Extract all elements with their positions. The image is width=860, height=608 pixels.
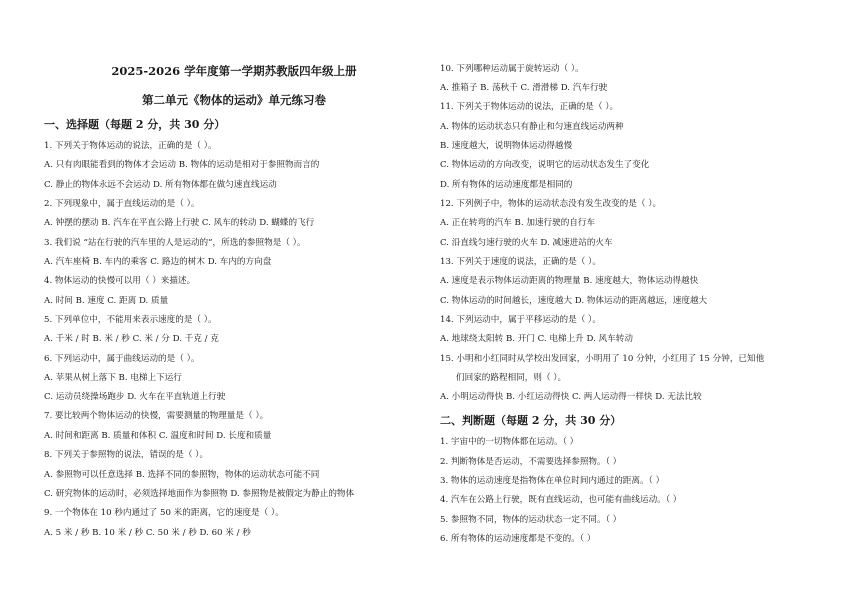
answer-options: A. 正在转弯的汽车 B. 加速行驶的自行车 (440, 218, 596, 228)
answer-options: D. 所有物体的运动速度都是相同的 (440, 180, 573, 190)
answer-options: C. 物体运动的时间越长，速度越大 D. 物体运动的距离越远，速度越大 (440, 296, 708, 306)
answer-options: C. 研究物体的运动时，必须选择地面作为参照物 D. 参照物是被假定为静止的物体 (44, 489, 355, 499)
answer-options: A. 5 米 / 秒 B. 10 米 / 秒 C. 50 米 / 秒 D. 60 米 / 秒 (44, 528, 251, 538)
judgment-item: 1. 宇宙中的一切物体都在运动。（ ） (440, 437, 579, 447)
judgment-item: 5. 参照物不同，物体的运动状态一定不同。（ ） (440, 515, 622, 525)
answer-options: A. 时间和距离 B. 质量和体积 C. 温度和时间 D. 长度和质量 (44, 431, 272, 441)
question-text: 6. 下列运动中，属于曲线运动的是（ ）。 (44, 354, 200, 364)
answer-options: A. 推箱子 B. 荡秋千 C. 滑滑梯 D. 汽车行驶 (440, 83, 608, 93)
answer-options: C. 运动员绕操场跑步 D. 火车在平直轨道上行驶 (44, 392, 226, 402)
question-text-continued: 们回家的路程相同，则（ ）。 (456, 373, 567, 383)
section-heading: 二、判断题（每题 2 分，共 30 分） (440, 414, 622, 427)
question-text: 2. 下列现象中，属于直线运动的是（ ）。 (44, 199, 200, 209)
question-text: 15. 小明和小红同时从学校出发回家，小明用了 10 分钟，小红用了 15 分钟，已知他 (440, 354, 765, 364)
answer-options: A. 千米 / 时 B. 米 / 秒 C. 米 / 分 D. 千克 / 克 (44, 334, 219, 344)
title-line-2: 第二单元《物体的运动》单元练习卷 (142, 93, 326, 107)
question-text: 4. 物体运动的快慢可以用（ ）来描述。 (44, 276, 196, 286)
answer-options: A. 只有肉眼能看到的物体才会运动 B. 物体的运动是相对于参照物而言的 (44, 160, 320, 170)
answer-options: B. 速度越大，说明物体运动得越慢 (440, 141, 573, 151)
question-text: 5. 下列单位中，不能用来表示速度的是（ ）。 (44, 315, 217, 325)
title-line-1: 2025-2026 学年度第一学期苏教版四年级上册 (111, 64, 357, 78)
question-text: 8. 下列关于参照物的说法，错误的是（ ）。 (44, 450, 209, 460)
question-text: 1. 下列关于物体运动的说法，正确的是（ ）。 (44, 141, 217, 151)
answer-options: A. 小明运动得快 B. 小红运动得快 C. 两人运动得一样快 D. 无法比较 (440, 392, 702, 402)
question-text: 13. 下列关于速度的说法，正确的是（ ）。 (440, 257, 601, 267)
question-text: 3. 我们说 “站在行驶的汽车里的人是运动的”，所选的参照物是（ ）。 (44, 238, 306, 248)
answer-options: C. 物体运动的方向改变，说明它的运动状态发生了变化 (440, 160, 650, 170)
judgment-item: 2. 判断物体是否运动，不需要选择参照物。（ ） (440, 457, 622, 467)
answer-options: C. 沿直线匀速行驶的火车 D. 减速进站的火车 (440, 238, 613, 248)
question-text: 10. 下列哪种运动属于旋转运动（ ）。 (440, 64, 584, 74)
judgment-item: 3. 物体的运动速度是指物体在单位时间内通过的距离。（ ） (440, 476, 665, 486)
question-text: 12. 下列例子中，物体的运动状态没有发生改变的是（ ）。 (440, 199, 662, 209)
answer-options: A. 汽车座椅 B. 车内的乘客 C. 路边的树木 D. 车内的方向盘 (44, 257, 272, 267)
answer-options: A. 钟摆的摆动 B. 汽车在平直公路上行驶 C. 风车的转动 D. 蝴蝶的飞行 (44, 218, 315, 228)
question-text: 11. 下列关于物体运动的说法，正确的是（ ）。 (440, 102, 619, 112)
judgment-item: 6. 所有物体的运动速度都是不变的。（ ） (440, 534, 596, 544)
answer-options: A. 苹果从树上落下 B. 电梯上下运行 (44, 373, 182, 383)
question-text: 9. 一个物体在 10 秒内通过了 50 米的距离，它的速度是（ ）。 (44, 508, 284, 518)
answer-options: A. 地球绕太阳转 B. 开门 C. 电梯上升 D. 风车转动 (440, 334, 633, 344)
section-heading: 一、选择题（每题 2 分，共 30 分） (44, 118, 226, 131)
judgment-item: 4. 汽车在公路上行驶，既有直线运动，也可能有曲线运动。（ ） (440, 495, 682, 505)
question-text: 14. 下列运动中，属于平移运动的是（ ）。 (440, 315, 601, 325)
answer-options: A. 速度是表示物体运动距离的物理量 B. 速度越大，物体运动得越快 (440, 276, 699, 286)
answer-options: C. 静止的物体永远不会运动 D. 所有物体都在做匀速直线运动 (44, 180, 277, 190)
answer-options: A. 时间 B. 速度 C. 距离 D. 质量 (44, 296, 169, 306)
answer-options: A. 参照物可以任意选择 B. 选择不同的参照物，物体的运动状态可能不同 (44, 470, 320, 480)
answer-options: A. 物体的运动状态只有静止和匀速直线运动两种 (440, 122, 624, 132)
question-text: 7. 要比较两个物体运动的快慢，需要测量的物理量是（ ）。 (44, 411, 269, 421)
